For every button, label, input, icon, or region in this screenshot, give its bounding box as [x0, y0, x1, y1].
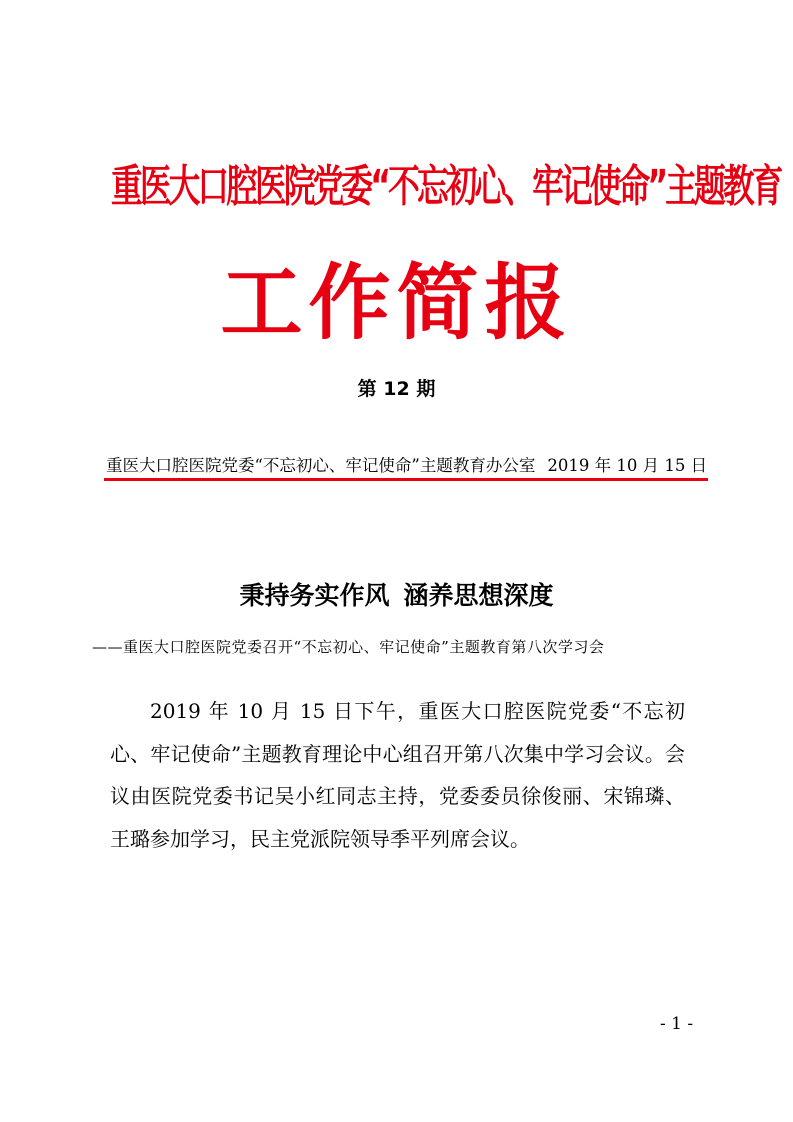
masthead-title: 重医大口腔医院党委“不忘初心、牢记使命”主题教育 — [111, 161, 781, 212]
article-title-part2: 涵养思想深度 — [403, 581, 554, 610]
article-title — [0, 576, 793, 612]
page-number: - 1 - — [660, 1014, 694, 1034]
issue-number: 第 12 期 — [357, 378, 436, 400]
issue-date: 2019 年 10 月 15 日 — [547, 456, 708, 475]
article-title-part1: 秉持务实作风 — [239, 581, 390, 610]
red-divider — [104, 478, 708, 481]
masthead-subtitle: 工作简报 — [220, 255, 573, 351]
issuer-office: 重医大口腔医院党委“不忘初心、牢记使命”主题教育办公室 — [106, 456, 536, 475]
article-paragraph: 2019 年 10 月 15 日下午，重医大口腔医院党委“不忘初心、牢记使命”主题教育理论中心组召开第八次集中学习会议。会议由医院党委书记吴小红同志主持，党委委员徐俊丽、宋锦璘、王璐参加学习，民主党派院领导季平列席会议。 — [110, 699, 685, 851]
issuer-line — [106, 452, 706, 476]
article-subtitle: ——重医大口腔医院党委召开“不忘初心、牢记使命”主题教育第八次学习会 — [92, 638, 605, 656]
